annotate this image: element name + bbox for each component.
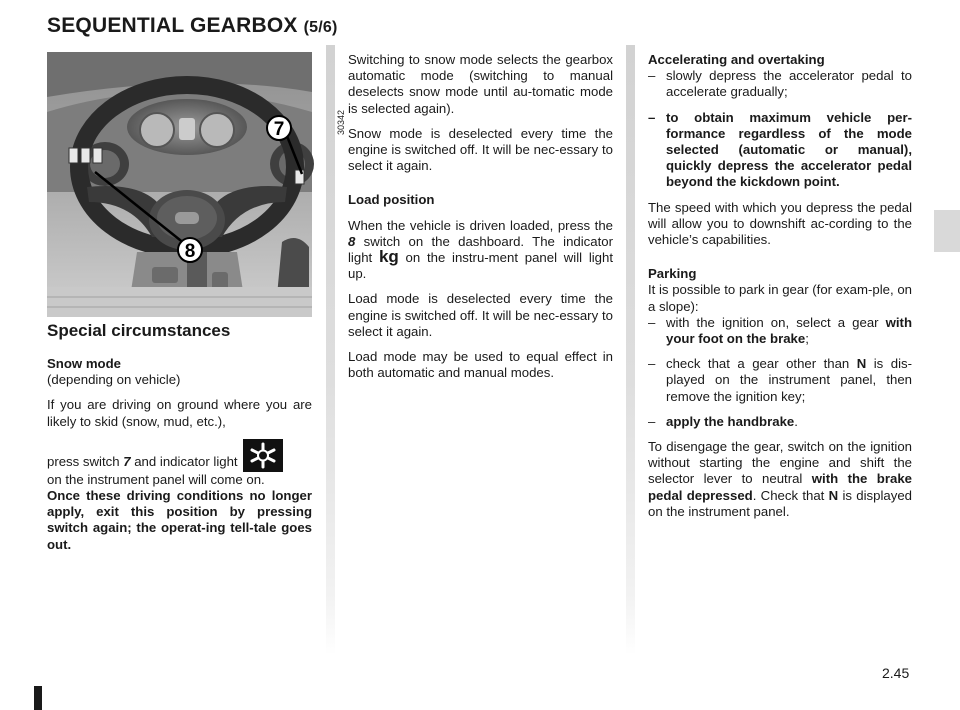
accelerating-item-1: – slowly depress the accelerator pedal to accelerate gradually; [648, 68, 912, 100]
snow-mode-heading: Snow mode [47, 356, 121, 371]
photo-reference-code: 30342 [336, 110, 346, 136]
section-title: Special circumstances [47, 321, 231, 340]
accelerating-list [648, 68, 912, 190]
disengage-gear-paragraph: To disengage the gear, switch on the ignition without starting the engine and shift the selector lever to neutral with the brake pedal depressed. Check that N is displayed on the instrument panel. [648, 439, 912, 519]
accelerating-item-2: – to obtain maximum vehicle per-formance regardless of the mode selected (automatic or manual), quickly depress the accelerator pedal beyond the kickdown point. [648, 109, 912, 190]
snow-mode-indicator-icon [243, 439, 283, 472]
page-number: 2.45 [882, 665, 910, 681]
load-indicator-icon: kg [378, 247, 399, 267]
parking-item-2: – check that a gear other than N is dis-played on the instrument panel, then remove the ignition key; [648, 356, 912, 404]
accelerating-heading: Accelerating and overtaking [648, 52, 825, 67]
column-1 [47, 356, 312, 562]
load-mode-usage-paragraph: Load mode may be used to equal effect in both automatic and manual modes. [348, 349, 613, 381]
snow-mode-note: (depending on vehicle) [47, 372, 181, 388]
parking-intro: It is possible to park in gear (for exam-ple, on a slope): [648, 282, 912, 314]
column-3 [648, 52, 912, 529]
load-position-paragraph: When the vehicle is driven loaded, press the 8 switch on the dashboard. The indicator light kg on the instru-ment panel will light up. [348, 217, 614, 282]
page-title [47, 14, 338, 38]
page-edge-bar [34, 686, 42, 710]
snow-mode-deselect-paragraph: Snow mode is deselected every time the engine is switched off. It will be nec-essary to select it again. [348, 125, 613, 174]
chapter-side-tab [934, 210, 960, 252]
downshift-paragraph: The speed with which you depress the pedal will allow you to downshift ac-cording to the vehicle’s capabilities. [648, 199, 912, 248]
page-title-main: SEQUENTIAL GEARBOX [47, 14, 298, 37]
callout-label-8: 8 [184, 241, 196, 262]
load-mode-deselect-paragraph: Load mode is deselected every time the engine is switched off. It will be nec-essary to select it again. [348, 291, 613, 339]
snow-mode-paragraph-2: press switch 7 and indicator light on the instrument panel will come on. [47, 439, 312, 488]
callout-label-7: 7 [273, 119, 285, 140]
switch-ref-7: 7 [123, 453, 131, 469]
snow-mode-auto-paragraph: Switching to snow mode selects the gearbox automatic mode (switching to manual deselects snow mode until au-tomatic mode is selected again). [348, 52, 613, 116]
column-divider-2 [626, 45, 635, 655]
snow-mode-paragraph-1: If you are driving on ground where you are likely to skid (snow, mud, etc.), [47, 397, 312, 429]
parking-list [648, 315, 912, 430]
parking-heading: Parking [648, 266, 697, 282]
column-divider-1 [326, 45, 335, 655]
column-2 [348, 52, 613, 390]
dashboard-photo [47, 52, 346, 317]
load-position-heading: Load position [348, 192, 435, 208]
snow-mode-exit-paragraph: Once these driving conditions no longer apply, exit this position by pressing switch again; the operat-ing tell-tale goes out. [47, 488, 312, 552]
parking-item-1: – with the ignition on, select a gear with your foot on the brake; [648, 314, 912, 347]
page-title-part: (5/6) [303, 19, 338, 36]
parking-item-3: – apply the handbrake. [648, 413, 798, 429]
switch-ref-8: 8 [348, 233, 356, 249]
dashboard-illustration [47, 52, 312, 317]
